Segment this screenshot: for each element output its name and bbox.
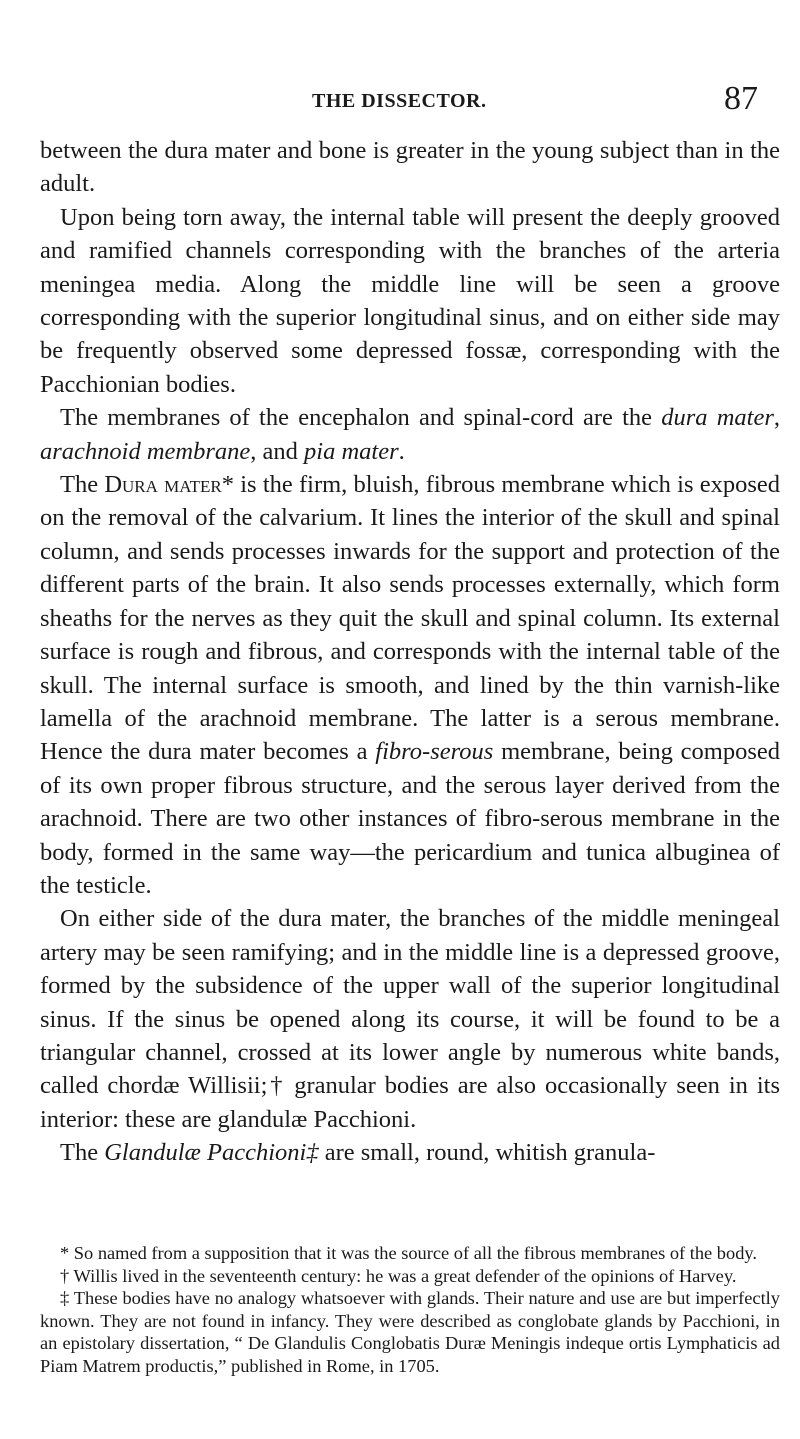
paragraph [40, 468, 780, 902]
paragraph: On either side of the dura mater, the branches of the middle meningeal artery may be seen ramifying; and in the middle line is a depressed groove, formed by the subsidence of the upper wall of the superior longitudinal sinus. If the sinus be opened along its course, it will be found to be a triangular channel, crossed at its lower angle by numerous white bands, called chordæ Willisii;† granular bodies are also occasionally seen in its interior: these are glandulæ Pacchioni. [40, 905, 780, 1133]
text-run: , and [250, 437, 305, 465]
paragraph: Upon being torn away, the internal table will present the deeply grooved and ramified channels corresponding with the branches of the arteria meningea media. Along the middle line will be seen a groove corresponding with the superior longitudinal sinus, and on either side may be frequently observed some depressed fossæ, corresponding with the Pacchionian bodies. [40, 203, 780, 398]
body-text [40, 134, 780, 1170]
text-run: is the firm, bluish, fibrous membrane which is exposed on the removal of the calvarium. It lines the interior of the skull and spinal column, and sends processes inwards for the support and protection of the different parts of the brain. It also sends processes externally, which form sheaths for the nerves as they quit the skull and spinal column. Its external surface is rough and fibrous, and corresponds with the internal table of the skull. The internal surface is smooth, and lined by the thin varnish-like lamella of the arachnoid membrane. The latter is a serous membrane. Hence the dura mater becomes a [40, 471, 781, 766]
page-header [0, 80, 800, 120]
term-fibro-serous: fibro-serous [375, 738, 494, 766]
text-run: The [60, 1139, 105, 1167]
text-run: . [398, 437, 405, 465]
footnote: * So named from a supposition that it was the source of all the fibrous membranes of the body. [60, 1243, 757, 1263]
text-run: are small, round, whitish granula- [318, 1139, 656, 1167]
term-pia-mater: pia mater [304, 437, 399, 465]
text-run: The membranes of the encephalon and spinal-cord are the [60, 404, 662, 432]
footnote: ‡ These bodies have no analogy whatsoever with glands. Their nature and use are but imperfectly known. They are not found in infancy. They were described as conglobate glands by Pacchioni, in an epistolary dissertation, “ De Glandulis Conglobatis Duræ Meningis indeque ortis Lymphaticis ad Piam Matrem productis,” published in Rome, in 1705. [40, 1288, 780, 1376]
section-term: Dura mater* [104, 471, 235, 499]
running-head: THE DISSECTOR. [312, 90, 487, 112]
footnote: † Willis lived in the seventeenth century: he was a great defender of the opinions of Harvey. [60, 1265, 737, 1286]
text-run: The [60, 471, 105, 499]
term-arachnoid-membrane: arachnoid membrane [40, 437, 251, 465]
page-number: 87 [724, 80, 758, 117]
term-glandulae-pacchioni: Glandulæ Pacchioni‡ [104, 1139, 319, 1167]
paragraph [40, 1136, 780, 1169]
term-dura-mater: dura mater [661, 404, 774, 432]
paragraph: between the dura mater and bone is greater in the young subject than in the adult. [40, 137, 780, 198]
footnotes [40, 1242, 780, 1378]
text-run: membrane, being composed of its own proper fibrous structure, and the serous layer derived from the arachnoid. There are two other instances of fibro-serous membrane in the body, formed in the same way—the pericardium and tunica albuginea of the testicle. [40, 738, 781, 899]
paragraph [40, 401, 780, 468]
text-run: , [773, 404, 780, 432]
